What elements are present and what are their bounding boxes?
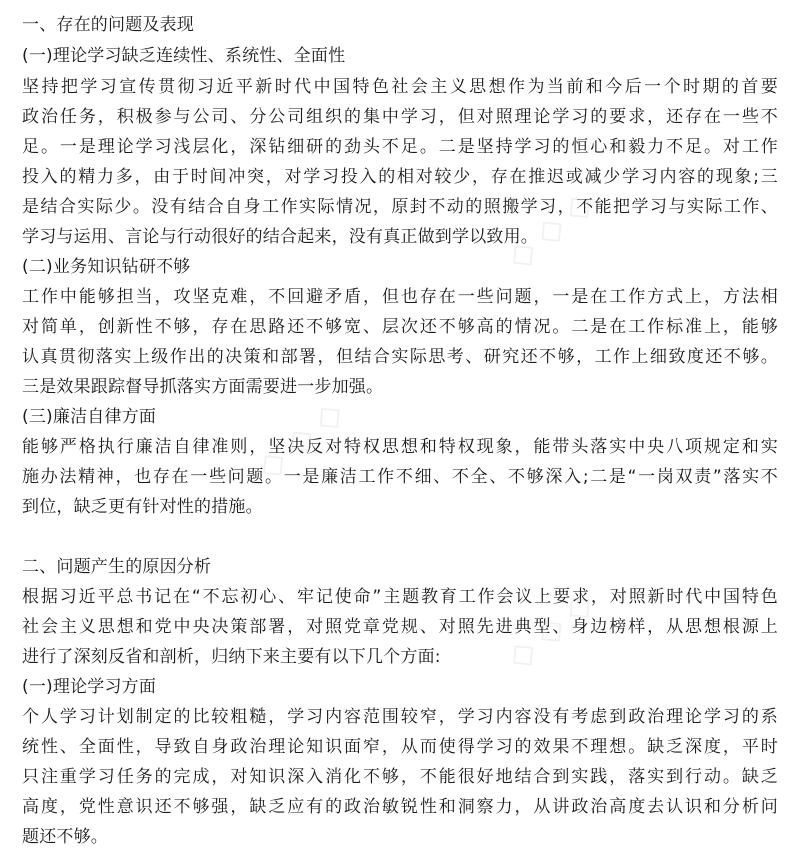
paragraph-line: 学习与运用、言论与行动很好的结合起来，没有真正做到学以致用。 xyxy=(22,227,538,247)
subheading-business-knowledge: (二)业务知识钻研不够 xyxy=(22,257,191,277)
paragraph-line: 根据习近平总书记在“不忘初心、牢记使命”主题教育工作会议上要求，对照新时代中国特色 xyxy=(22,587,778,607)
watermark: ◇ ◇ ◇ xyxy=(498,582,602,678)
paragraph-line: 认真贯彻落实上级作出的决策和部署，但结合实际思考、研究还不够，工作上细致度还不够。 xyxy=(22,347,778,367)
paragraph-line: 高度，党性意识还不够强，缺乏应有的政治敏锐性和洞察力，从讲政治高度去认识和分析问 xyxy=(22,797,778,817)
paragraph-line: 进行了深刻反省和剖析，归纳下来主要有以下几个方面: xyxy=(22,647,441,667)
subheading-integrity: (三)廉洁自律方面 xyxy=(22,407,157,427)
paragraph-line: 三是效果跟踪督导抓落实方面需要进一步加强。 xyxy=(22,377,384,397)
paragraph-line: 个人学习计划制定的比较粗糙，学习内容范围较窄，学习内容没有考虑到政治理论学习的系 xyxy=(22,707,778,727)
paragraph-line: 统性、全面性，导致自身政治理论知识面窄，从而使得学习的效果不理想。缺乏深度，平时 xyxy=(22,737,778,757)
watermark: ◇ ◇ ◇ xyxy=(248,392,352,488)
paragraph-line: 施办法精神，也存在一些问题。一是廉洁工作不细、不全、不够深入;二是“一岗双责”落实不 xyxy=(22,467,778,487)
section-heading-problems: 一、存在的问题及表现 xyxy=(22,15,194,35)
section-heading-causes: 二、问题产生的原因分析 xyxy=(22,557,212,577)
paragraph-line: 题还不够。 xyxy=(22,827,108,847)
paragraph-line: 社会主义思想和党中央决策部署，对照党章党规、对照先进典型、身边榜样，从思想根源上 xyxy=(22,617,778,637)
paragraph-line: 足。一是理论学习浅层化，深钻细研的劲头不足。二是坚持学习的恒心和毅力不足。对工作 xyxy=(22,137,778,157)
paragraph-line: 对简单，创新性不够，存在思路还不够宽、层次还不够高的情况。二是在工作标准上，能够 xyxy=(22,317,778,337)
paragraph-line: 政治任务，积极参与公司、分公司组织的集中学习，但对照理论学习的要求，还存在一些不 xyxy=(22,107,778,127)
paragraph-line: 工作中能够担当，攻坚克难，不回避矛盾，但也存在一些问题，一是在工作方式上，方法相 xyxy=(22,287,778,307)
watermark: ◇ ◇ ◇ xyxy=(498,182,602,278)
paragraph-line: 到位，缺乏更有针对性的措施。 xyxy=(22,497,263,517)
paragraph-line: 是结合实际少。没有结合自身工作实际情况，原封不动的照搬学习，不能把学习与实际工作、 xyxy=(22,197,778,217)
paragraph-line: 只注重学习任务的完成，对知识深入消化不够，不能很好地结合到实践，落实到行动。缺乏 xyxy=(22,767,778,787)
paragraph-line: 能够严格执行廉洁自律准则，坚决反对特权思想和特权现象，能带头落实中央八项规定和实 xyxy=(22,437,778,457)
subheading-theory-study-causes: (一)理论学习方面 xyxy=(22,677,157,697)
subheading-theory-study: (一)理论学习缺乏连续性、系统性、全面性 xyxy=(22,46,346,66)
paragraph-line: 坚持把学习宣传贯彻习近平新时代中国特色社会主义思想作为当前和今后一个时期的首要 xyxy=(22,77,778,97)
paragraph-line: 投入的精力多，由于时间冲突，对学习投入的相对较少，存在推迟或减少学习内容的现象;三 xyxy=(22,167,778,187)
